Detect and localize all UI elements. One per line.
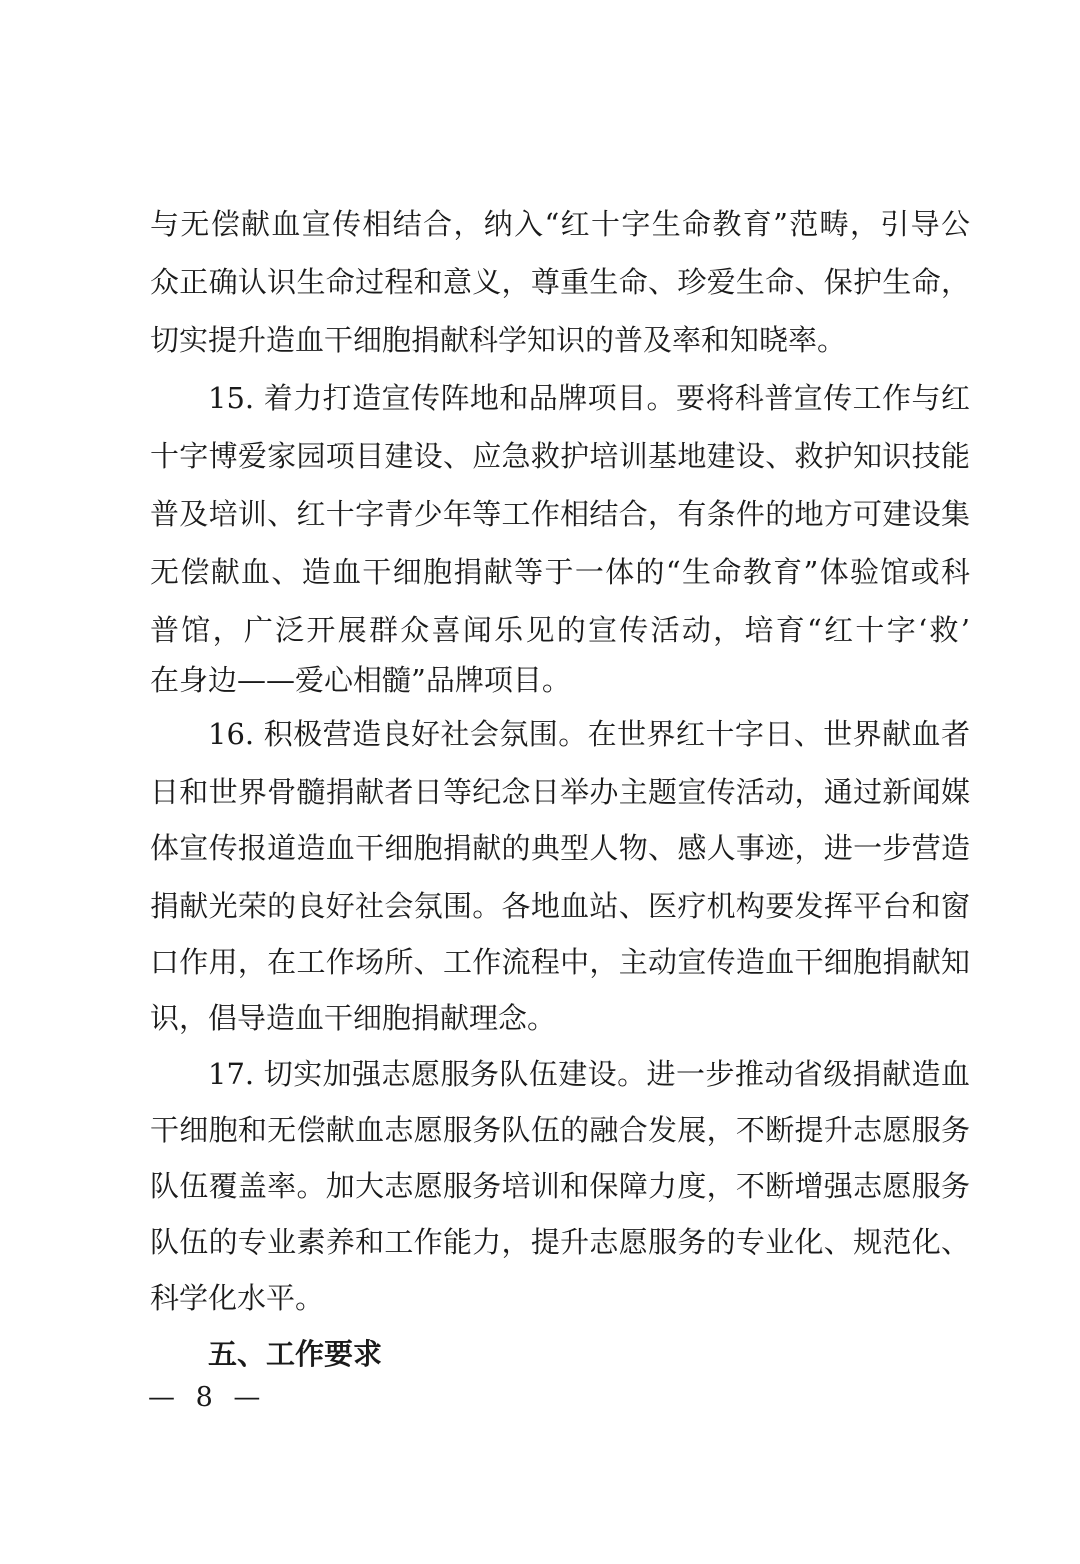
paragraph-line: 口作用，在工作场所、工作流程中，主动宣传造血干细胞捐献知 [150, 945, 970, 979]
paragraph-line: 众正确认识生命过程和意义，尊重生命、珍爱生命、保护生命， [150, 265, 970, 299]
paragraph-line: 干细胞和无偿献血志愿服务队伍的融合发展，不断提升志愿服务 [150, 1113, 970, 1147]
paragraph-line: 在身边——爱心相髓”品牌项目。 [150, 663, 571, 697]
paragraph-line: 体宣传报道造血干细胞捐献的典型人物、感人事迹，进一步营造 [150, 831, 970, 865]
paragraph-line: 日和世界骨髓捐献者日等纪念日举办主题宣传活动，通过新闻媒 [150, 775, 970, 809]
paragraph-line: 捐献光荣的良好社会氛围。各地血站、医疗机构要发挥平台和窗 [150, 889, 970, 923]
paragraph-line: 识，倡导造血干细胞捐献理念。 [150, 1001, 557, 1035]
page-number: — 8 — [148, 1382, 267, 1413]
paragraph-line: 无偿献血、造血干细胞捐献等于一体的“生命教育”体验馆或科 [150, 555, 970, 589]
paragraph-line: 17. 切实加强志愿服务队伍建设。进一步推动省级捐献造血 [208, 1057, 970, 1091]
paragraph-line: 普馆，广泛开展群众喜闻乐见的宣传活动，培育“红十字‘救’ [150, 613, 970, 647]
paragraph-line: 队伍覆盖率。加大志愿服务培训和保障力度，不断增强志愿服务 [150, 1169, 970, 1203]
paragraph-line: 与无偿献血宣传相结合，纳入“红十字生命教育”范畴，引导公 [150, 207, 970, 241]
paragraph-line: 切实提升造血干细胞捐献科学知识的普及率和知晓率。 [150, 323, 847, 357]
paragraph-line: 队伍的专业素养和工作能力，提升志愿服务的专业化、规范化、 [150, 1225, 970, 1259]
paragraph-line: 15. 着力打造宣传阵地和品牌项目。要将科普宣传工作与红 [208, 381, 970, 415]
paragraph-line: 科学化水平。 [150, 1281, 325, 1315]
paragraph-line: 16. 积极营造良好社会氛围。在世界红十字日、世界献血者 [208, 717, 970, 751]
section-heading: 五、工作要求 [208, 1337, 383, 1371]
paragraph-line: 普及培训、红十字青少年等工作相结合，有条件的地方可建设集 [150, 497, 970, 531]
paragraph-line: 十字博爱家园项目建设、应急救护培训基地建设、救护知识技能 [150, 439, 970, 473]
